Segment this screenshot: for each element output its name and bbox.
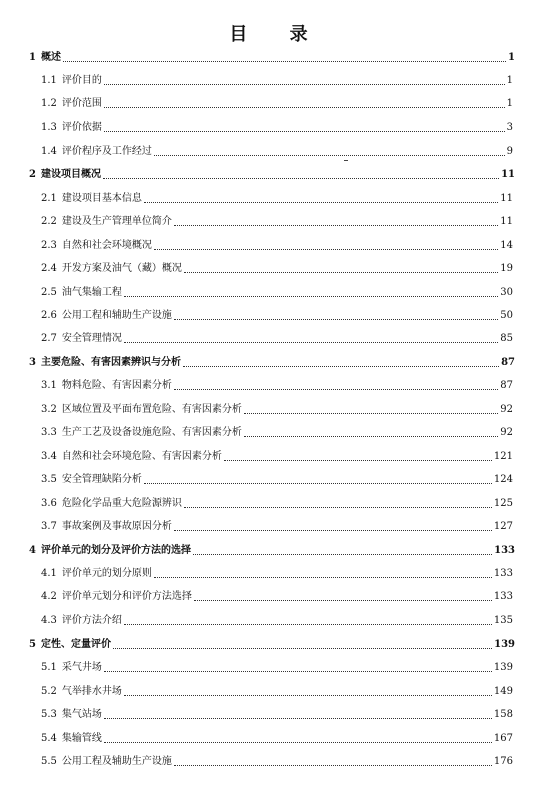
toc-dot-leader xyxy=(103,178,499,179)
toc-entry-page: 92 xyxy=(500,404,513,415)
toc-dot-leader xyxy=(104,718,492,719)
toc-entry-page: 11 xyxy=(501,169,515,180)
toc-entry[interactable] xyxy=(41,519,513,533)
toc-dot-leader xyxy=(174,225,498,226)
toc-entry-page: 139 xyxy=(493,662,513,673)
toc-dot-leader xyxy=(104,84,505,85)
toc-entry-number: 3.3 xyxy=(41,427,57,438)
toc-entry-number: 4.1 xyxy=(41,568,57,579)
toc-entry-title: 气举排水井场 xyxy=(61,686,122,697)
toc-entry-title: 事故案例及事故原因分析 xyxy=(61,521,172,532)
toc-entry-title: 建设项目概况 xyxy=(40,169,101,180)
toc-entry-page: 11 xyxy=(500,216,513,227)
toc-entry-number: 1.4 xyxy=(41,146,57,157)
toc-entry-title: 集输管线 xyxy=(61,733,102,744)
toc-entry[interactable] xyxy=(41,613,513,627)
toc-entry[interactable] xyxy=(41,589,513,603)
toc-entry[interactable] xyxy=(29,50,515,64)
toc-dot-leader xyxy=(244,436,498,437)
toc-dot-leader xyxy=(154,577,492,578)
toc-dot-leader xyxy=(184,272,498,273)
toc-entry-title: 安全管理缺陷分析 xyxy=(61,474,142,485)
toc-entry-title: 评价程序及工作经过 xyxy=(61,146,152,157)
toc-entry-number: 5.3 xyxy=(41,709,57,720)
toc-entry[interactable] xyxy=(41,261,513,275)
toc-dot-leader xyxy=(184,507,492,508)
toc-entry[interactable] xyxy=(29,355,515,369)
toc-entry-number: 5.2 xyxy=(41,686,57,697)
toc-entry-page: 176 xyxy=(493,756,513,767)
toc-entry-title: 建设及生产管理单位简介 xyxy=(61,216,172,227)
toc-entry-title: 评价单元的划分原则 xyxy=(61,568,152,579)
toc-entry-title: 建设项目基本信息 xyxy=(61,193,142,204)
toc-entry[interactable] xyxy=(41,285,513,299)
toc-entry-page: 158 xyxy=(493,709,513,720)
toc-entry-number: 4.3 xyxy=(41,615,57,626)
toc-dot-leader xyxy=(183,366,499,367)
toc-entry-number: 5 xyxy=(29,639,36,650)
toc-entry-number: 3.4 xyxy=(41,451,57,462)
toc-entry-number: 2.5 xyxy=(41,287,57,298)
toc-entry-page: 133 xyxy=(493,591,513,602)
toc-entry-page: 167 xyxy=(493,733,513,744)
toc-dot-leader xyxy=(144,202,498,203)
toc-dot-leader xyxy=(104,742,492,743)
toc-entry[interactable] xyxy=(41,472,513,486)
toc-entry[interactable] xyxy=(29,637,515,651)
toc-entry-page: 133 xyxy=(493,568,513,579)
toc-dot-leader xyxy=(113,648,492,649)
toc-entry-title: 评价目的 xyxy=(61,75,102,86)
toc-entry-page: 19 xyxy=(500,263,513,274)
toc-entry-page: 1 xyxy=(508,52,515,63)
toc-entry[interactable] xyxy=(41,214,513,228)
toc-entry-title: 定性、定量评价 xyxy=(40,639,111,650)
toc-entry-title: 主要危险、有害因素辨识与分析 xyxy=(40,357,181,368)
toc-entry[interactable] xyxy=(41,566,513,580)
toc-dot-leader xyxy=(154,155,505,156)
toc-entry-page: 14 xyxy=(500,240,513,251)
toc-entry-number: 2.2 xyxy=(41,216,57,227)
toc-dot-leader xyxy=(104,131,505,132)
toc-entry[interactable] xyxy=(41,96,513,110)
toc-entry-number: 4.2 xyxy=(41,591,57,602)
toc-entry-title: 评价依据 xyxy=(61,122,102,133)
toc-entry[interactable] xyxy=(41,191,513,205)
toc-entry-number: 3.1 xyxy=(41,380,57,391)
toc-entry-title: 开发方案及油气（藏）概况 xyxy=(61,263,182,274)
toc-dot-leader xyxy=(144,483,492,484)
toc-entry-number: 1 xyxy=(29,52,36,63)
toc-entry[interactable] xyxy=(41,238,513,252)
toc-entry-page: 30 xyxy=(500,287,513,298)
toc-entry-title: 评价单元的划分及评价方法的选择 xyxy=(40,545,191,556)
toc-entry[interactable] xyxy=(41,120,513,134)
toc-entry[interactable] xyxy=(41,378,513,392)
toc-dot-leader xyxy=(174,389,498,390)
toc-entry-number: 1.2 xyxy=(41,98,57,109)
toc-entry-number: 2.7 xyxy=(41,333,57,344)
toc-entry[interactable] xyxy=(41,496,513,510)
toc-entry[interactable] xyxy=(41,425,513,439)
toc-entry[interactable] xyxy=(41,754,513,768)
toc-dot-leader xyxy=(174,765,492,766)
toc-entry-number: 5.5 xyxy=(41,756,57,767)
toc-entry-number: 3.5 xyxy=(41,474,57,485)
toc-entry-page: 1 xyxy=(506,98,513,109)
toc-entry-number: 3.6 xyxy=(41,498,57,509)
toc-dot-leader xyxy=(63,61,506,62)
toc-entry-title: 概述 xyxy=(40,52,61,63)
toc-entry-page: 11 xyxy=(500,193,513,204)
toc-entry-title: 危险化学品重大危险源辨识 xyxy=(61,498,182,509)
toc-entry[interactable] xyxy=(41,402,513,416)
toc-entry-number: 3.7 xyxy=(41,521,57,532)
toc-entry-number: 2 xyxy=(29,169,36,180)
toc-entry-title: 生产工艺及设备设施危险、有害因素分析 xyxy=(61,427,242,438)
toc-dot-leader xyxy=(174,530,492,531)
toc-dot-leader xyxy=(194,600,492,601)
toc-entry[interactable] xyxy=(41,684,513,698)
toc-entry-title: 自然和社会环境危险、有害因素分析 xyxy=(61,451,222,462)
toc-dot-leader xyxy=(124,342,498,343)
toc-entry-page: 133 xyxy=(494,545,515,556)
toc-entry-title: 评价方法介绍 xyxy=(61,615,122,626)
toc-entry-title: 集气站场 xyxy=(61,709,102,720)
toc-dot-leader xyxy=(104,671,492,672)
toc-entry[interactable] xyxy=(41,73,513,87)
toc-entry-title: 评价范围 xyxy=(61,98,102,109)
toc-dot-leader xyxy=(193,554,492,555)
toc-dot-leader xyxy=(154,249,498,250)
toc-dot-leader xyxy=(124,624,492,625)
toc-entry[interactable] xyxy=(41,731,513,745)
toc-dot-leader xyxy=(174,319,498,320)
toc-entry[interactable] xyxy=(41,707,513,721)
toc-entry-number: 5.4 xyxy=(41,733,57,744)
toc-entry-number: 1.1 xyxy=(41,75,57,86)
toc-entry-page: 135 xyxy=(493,615,513,626)
toc-entry-number: 5.1 xyxy=(41,662,57,673)
toc-entry-number: 3.2 xyxy=(41,404,57,415)
toc-entry-number: 2.3 xyxy=(41,240,57,251)
toc-entry-page: 87 xyxy=(501,357,515,368)
toc-entry-page: 85 xyxy=(500,333,513,344)
toc-entry[interactable] xyxy=(41,331,513,345)
toc-entry-page: 124 xyxy=(493,474,513,485)
toc-entry-number: 1.3 xyxy=(41,122,57,133)
toc-dot-leader xyxy=(244,413,498,414)
toc-entry-page: 125 xyxy=(493,498,513,509)
toc-dot-leader xyxy=(104,107,505,108)
toc-dot-leader xyxy=(124,695,492,696)
toc-entry-page: 121 xyxy=(493,451,513,462)
toc-entry[interactable] xyxy=(29,167,515,181)
toc-entry[interactable] xyxy=(29,543,515,557)
toc-entry-number: 4 xyxy=(29,545,36,556)
stray-mark xyxy=(344,160,348,161)
toc-entry-number: 2.4 xyxy=(41,263,57,274)
toc-entry-title: 区域位置及平面布置危险、有害因素分析 xyxy=(61,404,242,415)
toc-entry-page: 1 xyxy=(506,75,513,86)
toc-dot-leader xyxy=(224,460,492,461)
toc-entry-number: 2.1 xyxy=(41,193,57,204)
toc-entry[interactable] xyxy=(41,308,513,322)
toc-entry-page: 139 xyxy=(494,639,515,650)
toc-entry-title: 评价单元划分和评价方法选择 xyxy=(61,591,192,602)
toc-entry-page: 9 xyxy=(506,146,513,157)
toc-entry-page: 87 xyxy=(500,380,513,391)
toc-entry-title: 自然和社会环境概况 xyxy=(61,240,152,251)
toc-entry-title: 物料危险、有害因素分析 xyxy=(61,380,172,391)
toc-entry-title: 安全管理情况 xyxy=(61,333,122,344)
page-title: 目 录 xyxy=(229,24,326,45)
toc-entry-title: 公用工程及辅助生产设施 xyxy=(61,756,172,767)
toc-entry[interactable] xyxy=(41,449,513,463)
toc-entry-title: 采气井场 xyxy=(61,662,102,673)
toc-dot-leader xyxy=(124,296,498,297)
toc-entry-number: 3 xyxy=(29,357,36,368)
toc-entry[interactable] xyxy=(41,144,513,158)
toc-entry-title: 公用工程和辅助生产设施 xyxy=(61,310,172,321)
toc-entry-page: 149 xyxy=(493,686,513,697)
toc-entry-page: 50 xyxy=(500,310,513,321)
toc-entry-page: 3 xyxy=(506,122,513,133)
toc-entry-title: 油气集输工程 xyxy=(61,287,122,298)
toc-entry-number: 2.6 xyxy=(41,310,57,321)
toc-entry-page: 127 xyxy=(493,521,513,532)
toc-entry[interactable] xyxy=(41,660,513,674)
toc-entry-page: 92 xyxy=(500,427,513,438)
